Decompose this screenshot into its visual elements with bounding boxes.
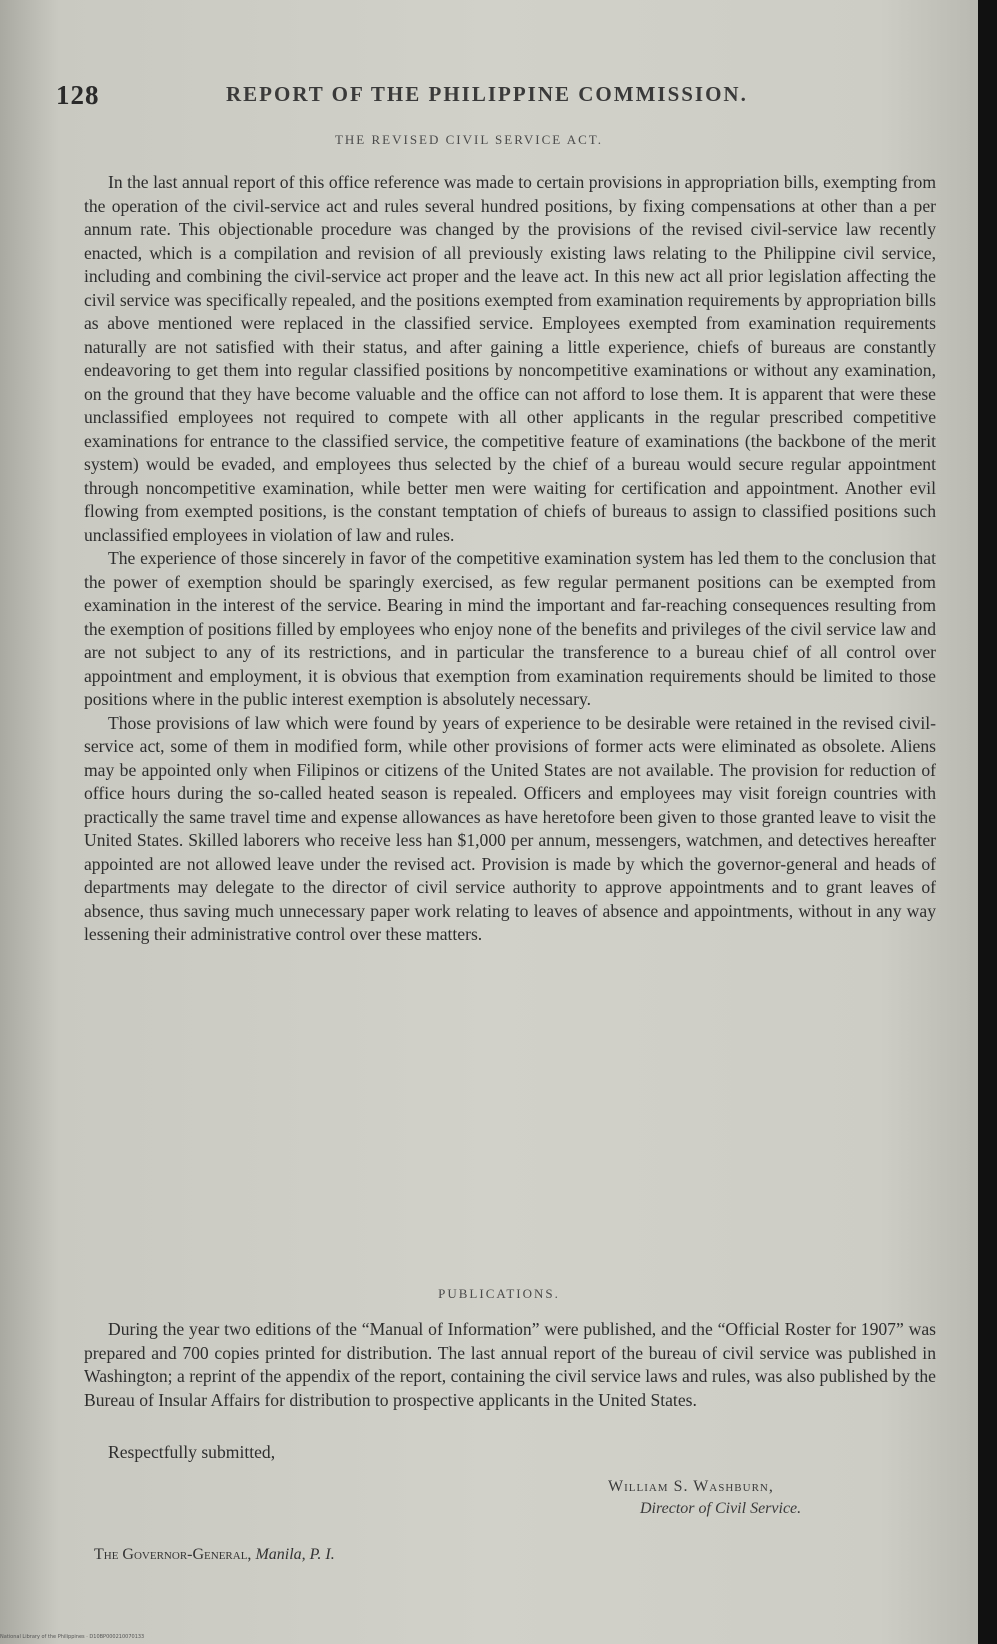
scan-margin xyxy=(978,0,997,1644)
addressee-title: The Governor-General, xyxy=(94,1546,256,1563)
addressee-place: Manila, P. I. xyxy=(255,1546,335,1563)
section-heading-publications: PUBLICATIONS. xyxy=(438,1286,560,1301)
section-revised-act-body xyxy=(84,171,936,947)
paragraph: During the year two editions of the “Manual of Information” were published, and the “Official Roster for 1907” was prepared and 700 copies printed for distribution. The last annual report of the bureau of civil service was published in Washington; a reprint of the appendix of the report, containing the civil service laws and rules, was also published by the Bureau of Insular Affairs for distribution to prospective applicants in the United States. xyxy=(84,1319,936,1410)
scan-footer: National Library of the Philippines · D10BP000210070133 xyxy=(0,1634,145,1640)
paragraph: In the last annual report of this office reference was made to certain provisions in appropriation bills, exempting from the operation of the civil-service act and rules several hundred positions, by fixing compensations at other than a per annum rate. This objectionable procedure was changed by the provisions of the revised civil-service law recently enacted, which is a compilation and revision of all previously existing laws relating to the Philippine civil service, including and combining the civil-service act proper and the leave act. In this new act all prior legislation affecting the civil service was specifically repealed, and the positions exempted from examination requirements by appropriation bills as above mentioned were replaced in the classified service. Employees exempted from examination requirements naturally are not satisfied with their status, and after gaining a little experience, chiefs of bureaus are constantly endeavoring to get them into regular classified positions by noncompetitive examinations or without any examination, on the ground that they have become valuable and the office can not afford to lose them. It is apparent that were these unclassified employees not required to compete with all other applicants in the regular prescribed competitive examinations for entrance to the classified service, the competitive feature of examinations (the backbone of the merit system) would be evaded, and employees thus selected by the chief of a bureau would secure regular appointment through noncompetitive examination, while better men were waiting for certification and appointment. Another evil flowing from exempted positions, is the constant temptation of chiefs of bureaus to assign to classified positions such unclassified employees in violation of law and rules. xyxy=(84,172,936,545)
paragraph: The experience of those sincerely in favor of the competitive examination system has led them to the conclusion that the power of exemption should be sparingly exercised, as few regular permanent positions can be exempted from examination in the interest of the service. Bearing in mind the important and far-reaching consequences resulting from the exemption of positions filled by employees who enjoy none of the benefits and privileges of the civil service law and are not subject to any of its restrictions, and in particular the transference to a bureau chief of all control over appointment and employment, it is obvious that exemption from examination requirements should be limited to those positions where in the public interest exemption is absolutely necessary. xyxy=(84,548,936,709)
section-heading-revised-act: THE REVISED CIVIL SERVICE ACT. xyxy=(334,132,604,147)
section-publications-body xyxy=(84,1318,936,1412)
signatory-name: William S. Washburn, xyxy=(608,1478,774,1495)
running-head: REPORT OF THE PHILIPPINE COMMISSION. xyxy=(226,82,748,106)
page-number: 128 xyxy=(56,80,100,110)
closing-salutation: Respectfully submitted, xyxy=(108,1442,276,1462)
paragraph: Those provisions of law which were found by years of experience to be desirable were retained in the revised civil-service act, some of them in modified form, while other provisions of former acts were eliminated as obsolete. Aliens may be appointed only when Filipinos or citizens of the United States are not available. The provision for reduction of office hours during the so-called heated season is repealed. Officers and employees may visit foreign countries with practically the same travel time and expense allowances as have heretofore been given to those granted leave to visit the United States. Skilled laborers who receive less han $1,000 per annum, messengers, watchmen, and detectives hereafter appointed are not allowed leave under the revised act. Provision is made by which the governor-general and heads of departments may delegate to the director of civil service authority to approve appointments and to grant leaves of absence, thus saving much unnecessary paper work relating to leaves of absence and appointments, without in any way lessening their administrative control over these matters. xyxy=(84,712,936,944)
page-header xyxy=(56,80,936,114)
addressee xyxy=(94,1546,335,1564)
signatory-title: Director of Civil Service. xyxy=(640,1500,802,1517)
